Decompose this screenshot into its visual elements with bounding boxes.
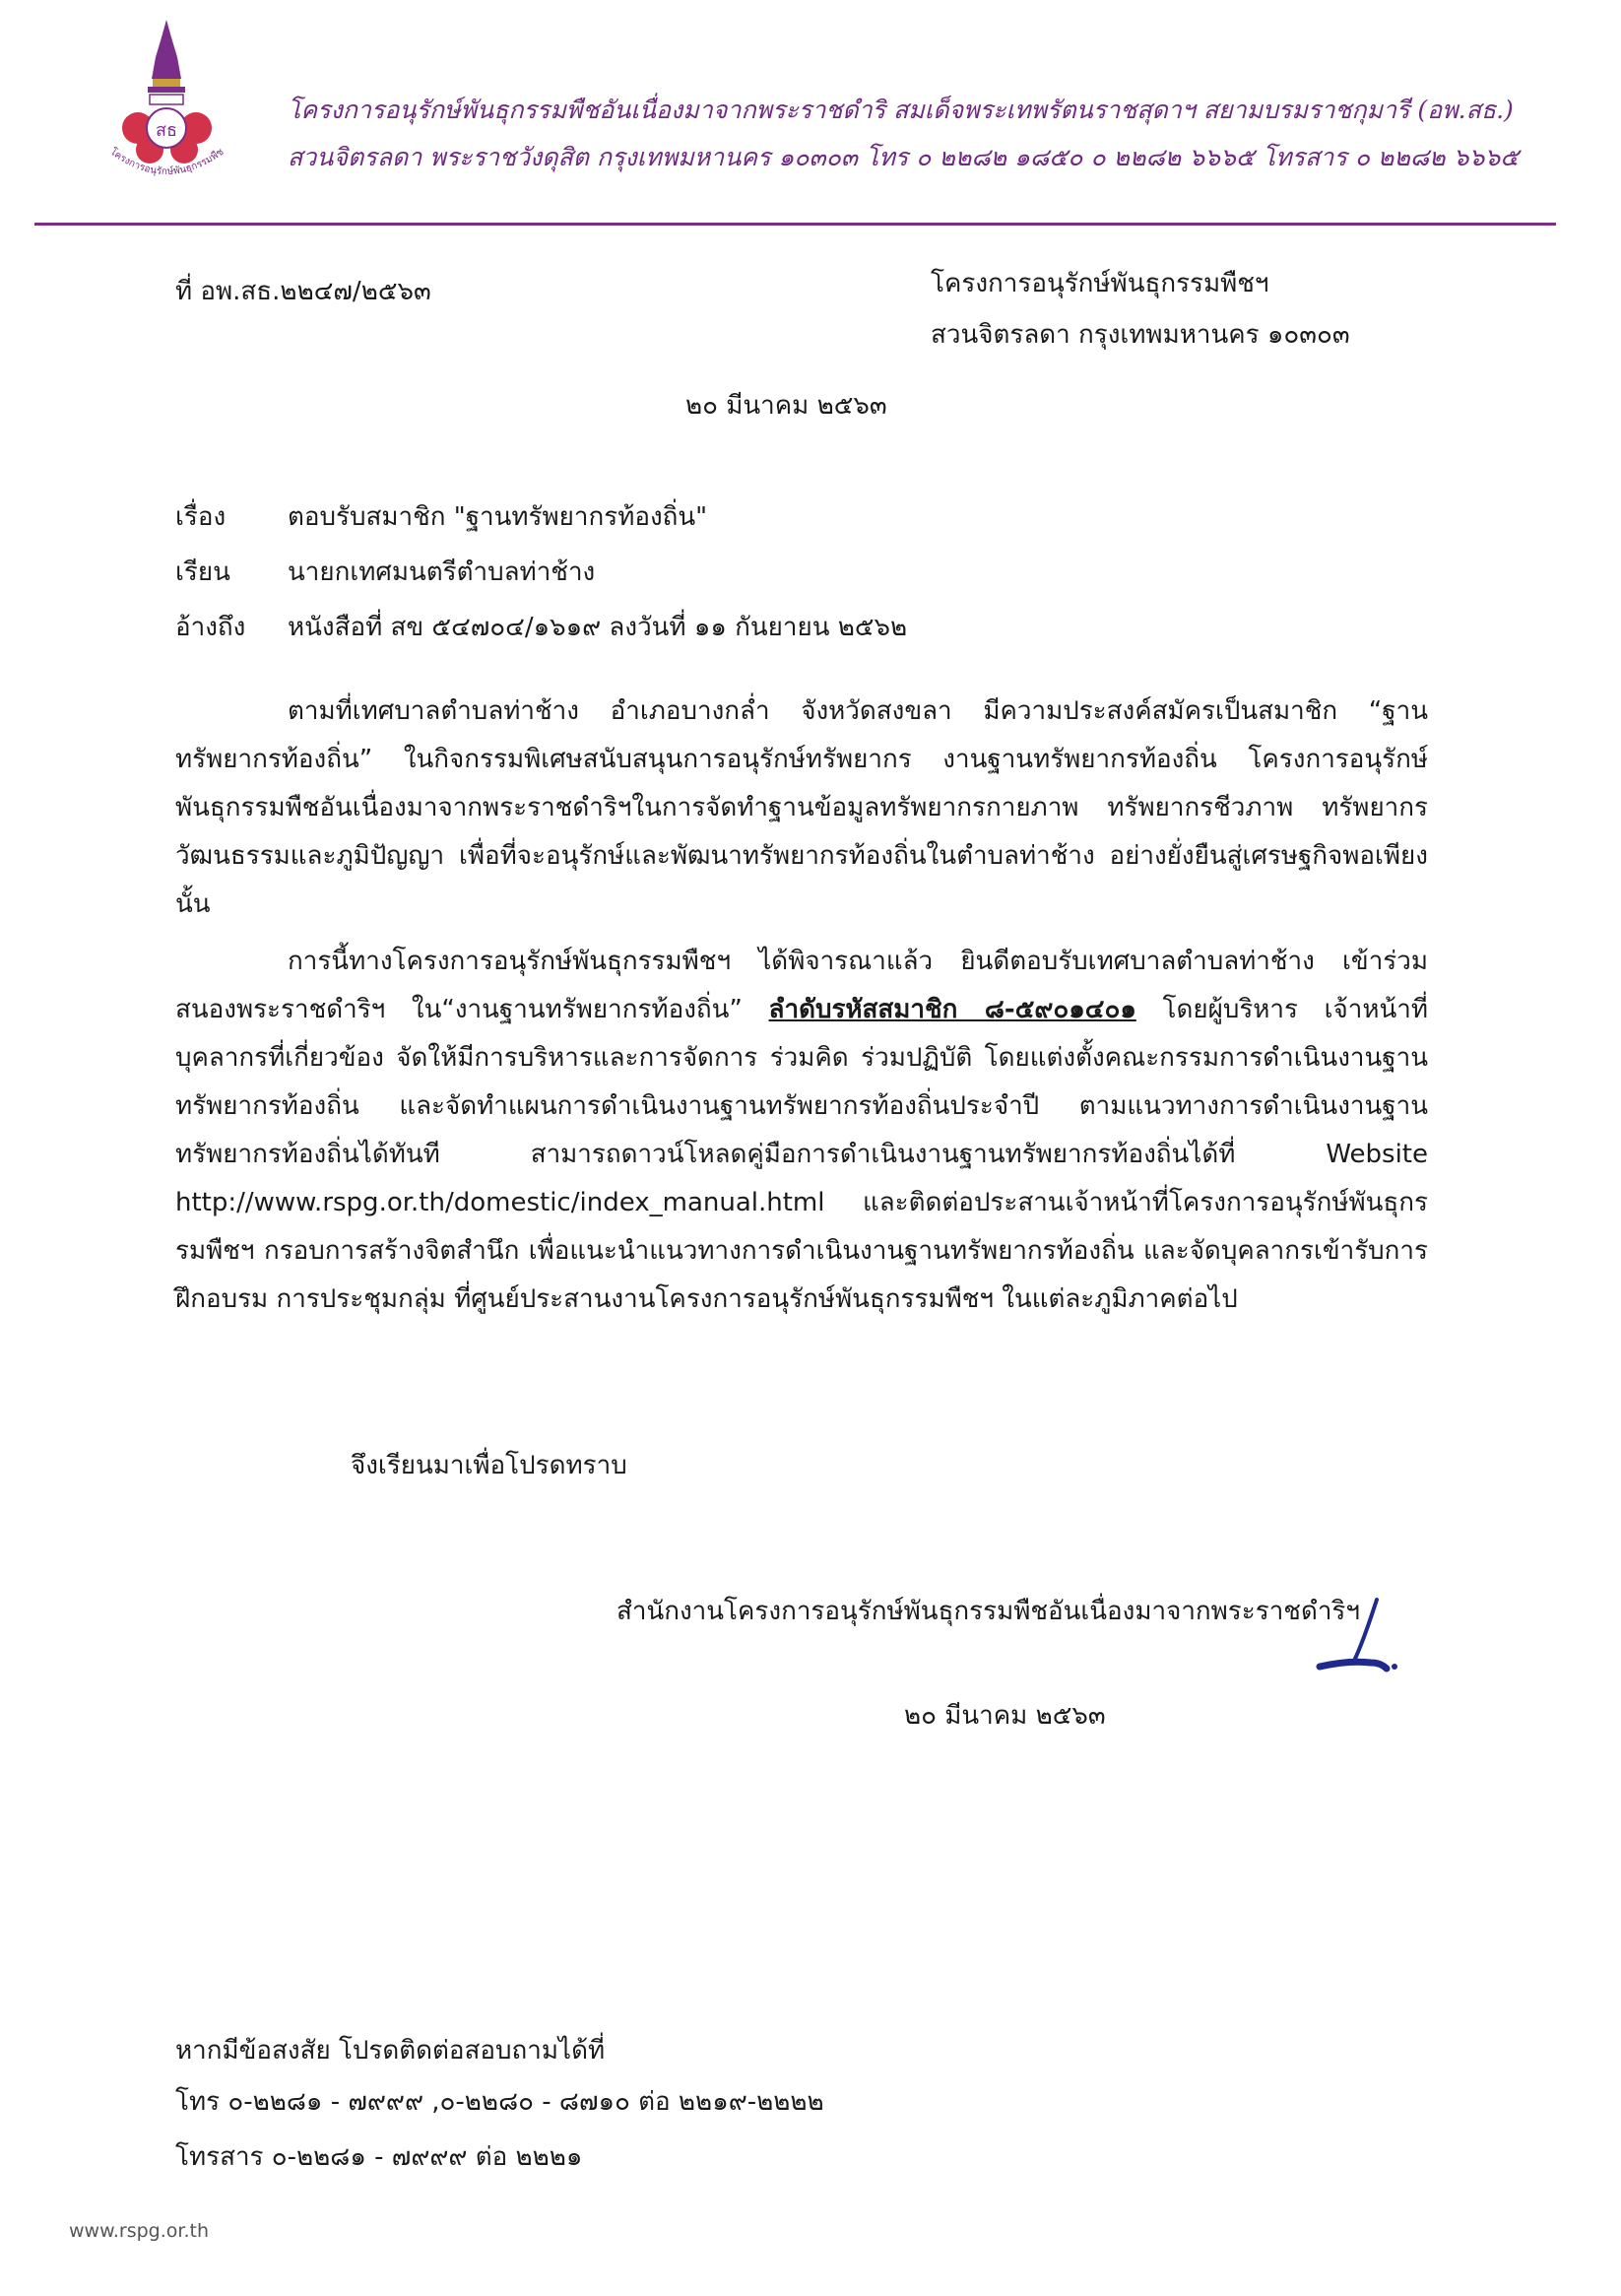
reference-label: อ้างถึง — [175, 613, 246, 642]
header-divider — [34, 223, 1556, 226]
contact-phone: โทร ๐-๒๒๘๑ - ๗๙๙๙ ,๐-๒๒๘๐ - ๘๗๑๐ ต่อ ๒๒๑๙-๒๒๒๒ — [175, 2087, 824, 2117]
svg-text:โครงการอนุรักษ์พันธุกรรมพืช: โครงการอนุรักษ์พันธุกรรมพืช — [107, 146, 227, 178]
recipient-text: นายกเทศมนตรีตำบลท่าช้าง — [288, 558, 596, 587]
svg-text:สธ: สธ — [156, 120, 177, 141]
header-org-name: โครงการอนุรักษ์พันธุกรรมพืชอันเนื่องมาจากพระราชดำริ สมเด็จพระเทพรัตนราชสุดาฯ สยามบรมราชกุมารี (อพ.สธ.) — [288, 96, 1514, 124]
reference-text: หนังสือที่ สข ๕๔๗๐๔/๑๖๑๙ ลงวันที่ ๑๑ กันยายน ๒๕๖๒ — [288, 613, 908, 642]
contact-intro: หากมีข้อสงสัย โปรดติดต่อสอบถามได้ที่ — [175, 2036, 606, 2066]
signature-mark — [1316, 1594, 1404, 1682]
recipient-label: เรียน — [175, 558, 230, 587]
subject-label: เรื่อง — [175, 502, 227, 532]
sender-address: สวนจิตรลดา กรุงเทพมหานคร ๑๐๓๐๓ — [931, 320, 1350, 350]
rspg-logo — [91, 18, 243, 190]
body-paragraph-2-intro: การนี้ทางโครงการอนุรักษ์พันธุกรรมพืชฯ ได้พิจารณาแล้ว ยินดีตอบรับเทศบาลตำบลท่าช้าง เข้าร่วมสนองพระราชดำริฯ ใน“งานฐานทรัพยากรท้องถิ่น” — [175, 947, 1428, 1024]
subject-text: ตอบรับสมาชิก "ฐานทรัพยากรท้องถิ่น" — [288, 502, 708, 532]
signatory-office: สำนักงานโครงการอนุรักษ์พันธุกรรมพืชอันเนื่องมาจากพระราชดำริฯ — [616, 1597, 1360, 1626]
letter-date: ๒๐ มีนาคม ๒๕๖๓ — [685, 391, 887, 421]
header-address: สวนจิตรลดา พระราชวังดุสิต กรุงเทพมหานคร ๑๐๓๐๓ โทร ๐ ๒๒๘๒ ๑๘๕๐ ๐ ๒๒๘๒ ๖๖๖๕ โทรสาร ๐ ๒๒๘๒ ๖๖๖๕ — [288, 143, 1520, 171]
reference-number: ที่ อพ.สธ.๒๒๔๗/๒๕๖๓ — [175, 277, 431, 306]
body-paragraph-2 — [175, 938, 1428, 1324]
signature-date: ๒๐ มีนาคม ๒๕๖๓ — [904, 1701, 1106, 1731]
body-paragraph-1: ตามที่เทศบาลตำบลท่าช้าง อำเภอบางกล่ำ จังหวัดสงขลา มีความประสงค์สมัครเป็นสมาชิก “ฐานทรัพยากรท้องถิ่น” ในกิจกรรมพิเศษสนับสนุนการอนุรักษ์ทรัพยากร งานฐานทรัพยากรท้องถิ่น โครงการอนุรักษ์พันธุกรรมพืชอันเนื่องมาจากพระราชดำริฯในการจัดทำฐานข้อมูลทรัพยากรกายภาพ ทรัพยากรชีวภาพ ทรัพยากรวัฒนธรรมและภูมิปัญญา เพื่อที่จะอนุรักษ์และพัฒนาทรัพยากรท้องถิ่นในตำบลท่าช้าง อย่างยั่งยืนสู่เศรษฐกิจพอเพียง นั้น — [175, 696, 1428, 919]
member-code: ลำดับรหัสสมาชิก ๘-๕๙๐๑๔๐๑ — [768, 995, 1136, 1024]
body-paragraph-2-rest: โดยผู้บริหาร เจ้าหน้าที่บุคลากรที่เกี่ยวข้อง จัดให้มีการบริหารและการจัดการ ร่วมคิด ร่วมปฏิบัติ โดยแต่งตั้งคณะกรรมการดำเนินงานฐานทรัพยากรท้องถิ่น และจัดทำแผนการดำเนินงานฐานทรัพยากรท้องถิ่นประจำปี ตามแนวทางการดำเนินงานฐานทรัพยากรท้องถิ่นได้ทันที สามารถดาวน์โหลดคู่มือการดำเนินงานฐานทรัพยากรท้องถิ่นได้ที่ Website http://www.rspg.or.th/domestic/index_manual.html และติดต่อประสานเจ้าหน้าที่โครงการอนุรักษ์พันธุกรรมพืชฯ กรอบการสร้างจิตสำนึก เพื่อแนะนำแนวทางการดำเนินงานฐานทรัพยากรท้องถิ่น และจัดบุคลากรเข้ารับการฝึกอบรม การประชุมกลุ่ม ที่ศูนย์ประสานงานโครงการอนุรักษ์พันธุกรรมพืชฯ ในแต่ละภูมิภาคต่อไป — [175, 995, 1429, 1314]
footer-website-link[interactable]: www.rspg.or.th — [69, 2220, 210, 2242]
closing-line: จึงเรียนมาเพื่อโปรดทราบ — [351, 1451, 627, 1480]
sender-name: โครงการอนุรักษ์พันธุกรรมพืชฯ — [931, 269, 1269, 298]
contact-fax: โทรสาร ๐-๒๒๘๑ - ๗๙๙๙ ต่อ ๒๒๒๑ — [175, 2142, 583, 2172]
